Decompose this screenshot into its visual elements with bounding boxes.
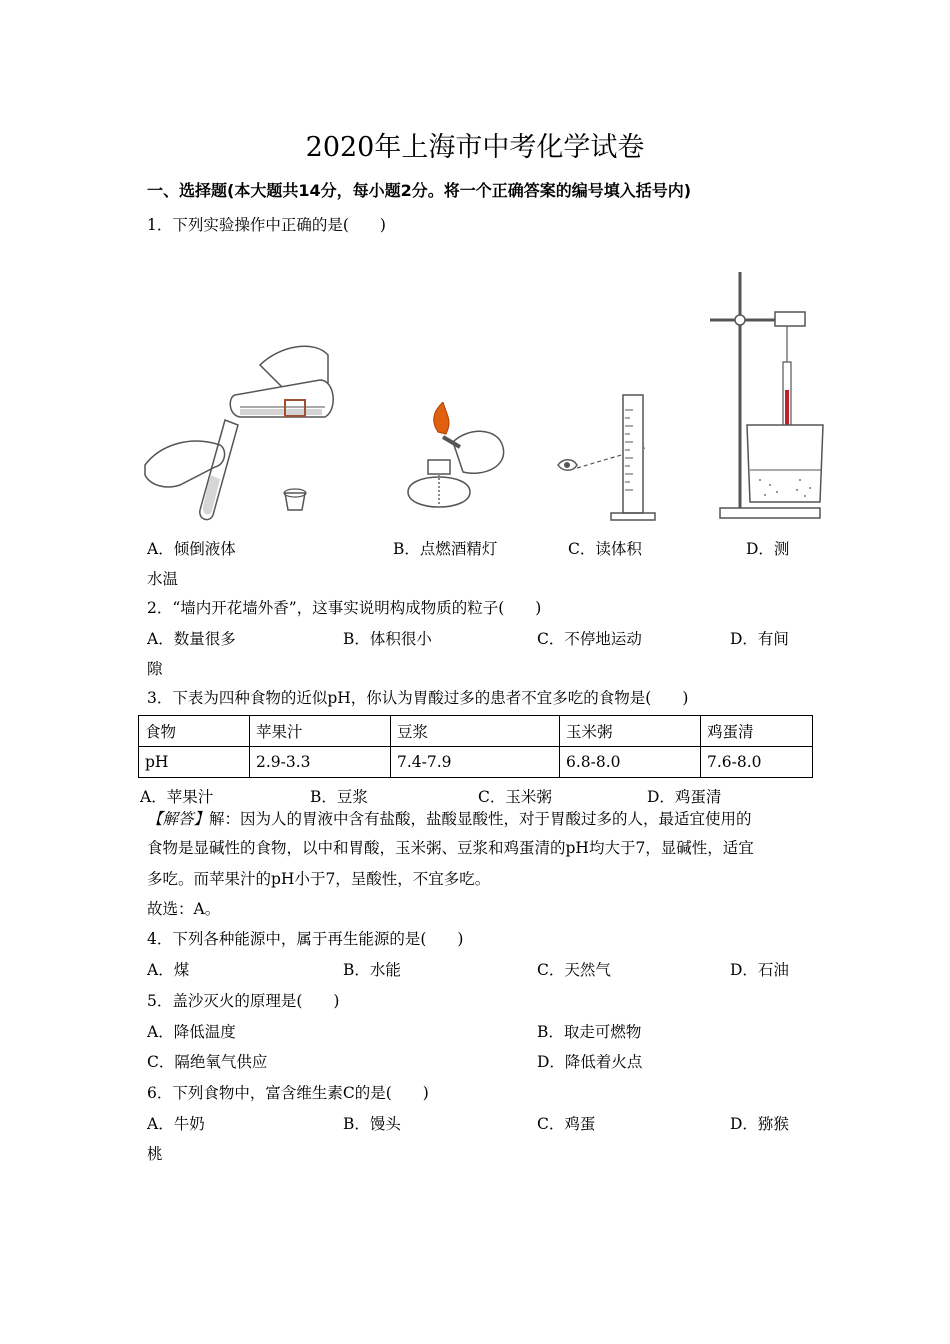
q2-option-c[interactable]: C．不停地运动: [537, 630, 642, 648]
answer-line-2: 食物是显碱性的食物，以中和胃酸，玉米粥、豆浆和鸡蛋清的pH均大于7，显碱性，适宜: [147, 839, 754, 857]
q5-option-a[interactable]: A．降低温度: [147, 1023, 236, 1041]
q5-option-d[interactable]: D．降低着火点: [537, 1053, 643, 1071]
table-cell: 7.6-8.0: [701, 747, 813, 778]
q2-option-a[interactable]: A．数量很多: [147, 630, 236, 648]
question-3-stem: 3．下表为四种食物的近似pH，你认为胃酸过多的患者不宜多吃的食物是( ): [147, 689, 689, 707]
reading-volume-figure: [555, 390, 665, 525]
q4-option-a[interactable]: A．煤: [147, 961, 190, 979]
table-cell: pH: [139, 747, 250, 778]
q1-option-a[interactable]: A．倾倒液体: [147, 540, 236, 558]
answer-tag: 【解答】: [147, 810, 210, 828]
table-cell: 食物: [139, 716, 250, 747]
table-cell: 6.8-8.0: [560, 747, 701, 778]
alcohol-lamp-figure: [398, 402, 513, 527]
q1-option-d-continued: 水温: [147, 570, 179, 588]
question-6-stem: 6．下列食物中，富含维生素C的是( ): [147, 1084, 429, 1102]
ph-table: [138, 715, 813, 778]
section-heading: 一、选择题(本大题共14分，每小题2分。将一个正确答案的编号填入括号内): [147, 181, 692, 200]
q3-option-c[interactable]: C．玉米粥: [478, 788, 552, 806]
q2-option-b[interactable]: B．体积很小: [343, 630, 432, 648]
question-1-stem: 1．下列实验操作中正确的是( ): [147, 216, 386, 234]
question-4-stem: 4．下列各种能源中，属于再生能源的是( ): [147, 930, 464, 948]
q3-option-a[interactable]: A．苹果汁: [140, 788, 214, 806]
q6-option-d[interactable]: D．猕猴: [730, 1115, 789, 1133]
q6-option-a[interactable]: A．牛奶: [147, 1115, 205, 1133]
q4-option-d[interactable]: D．石油: [730, 961, 789, 979]
answer-line-3: 多吃。而苹果汁的pH小于7，呈酸性，不宜多吃。: [147, 870, 491, 888]
q2-option-d-continued: 隙: [147, 660, 163, 678]
q5-option-c[interactable]: C．隔绝氧气供应: [147, 1053, 268, 1071]
thermometer-stand-figure: [705, 270, 830, 525]
q5-option-b[interactable]: B．取走可燃物: [537, 1023, 642, 1041]
q1-option-c[interactable]: C．读体积: [568, 540, 642, 558]
page-title: 2020年上海市中考化学试卷: [305, 132, 645, 163]
q6-option-d-continued: 桃: [147, 1145, 163, 1163]
table-cell: 苹果汁: [250, 716, 391, 747]
q1-option-d[interactable]: D．测: [746, 540, 790, 558]
q3-option-d[interactable]: D．鸡蛋清: [647, 788, 722, 806]
q6-option-b[interactable]: B．馒头: [343, 1115, 401, 1133]
table-cell: 玉米粥: [560, 716, 701, 747]
q6-option-c[interactable]: C．鸡蛋: [537, 1115, 596, 1133]
table-row: [139, 747, 813, 778]
question-5-stem: 5．盖沙灭火的原理是( ): [147, 992, 340, 1010]
table-cell: 豆浆: [391, 716, 560, 747]
q1-option-b[interactable]: B．点燃酒精灯: [393, 540, 498, 558]
answer-line-1: [147, 807, 752, 829]
table-cell: 鸡蛋清: [701, 716, 813, 747]
question-2-stem: 2．“墙内开花墙外香”，这事实说明构成物质的粒子( ): [147, 599, 542, 617]
q4-option-b[interactable]: B．水能: [343, 961, 401, 979]
q4-option-c[interactable]: C．天然气: [537, 961, 611, 979]
q2-option-d[interactable]: D．有间: [730, 630, 789, 648]
answer-text: 解：因为人的胃液中含有盐酸，盐酸显酸性，对于胃酸过多的人，最适宜使用的: [209, 810, 752, 828]
table-cell: 7.4-7.9: [391, 747, 560, 778]
q3-option-b[interactable]: B．豆浆: [310, 788, 368, 806]
pouring-liquid-figure: [140, 335, 340, 525]
table-row: [139, 716, 813, 747]
answer-choice: 故选：A。: [147, 900, 221, 918]
table-cell: 2.9-3.3: [250, 747, 391, 778]
